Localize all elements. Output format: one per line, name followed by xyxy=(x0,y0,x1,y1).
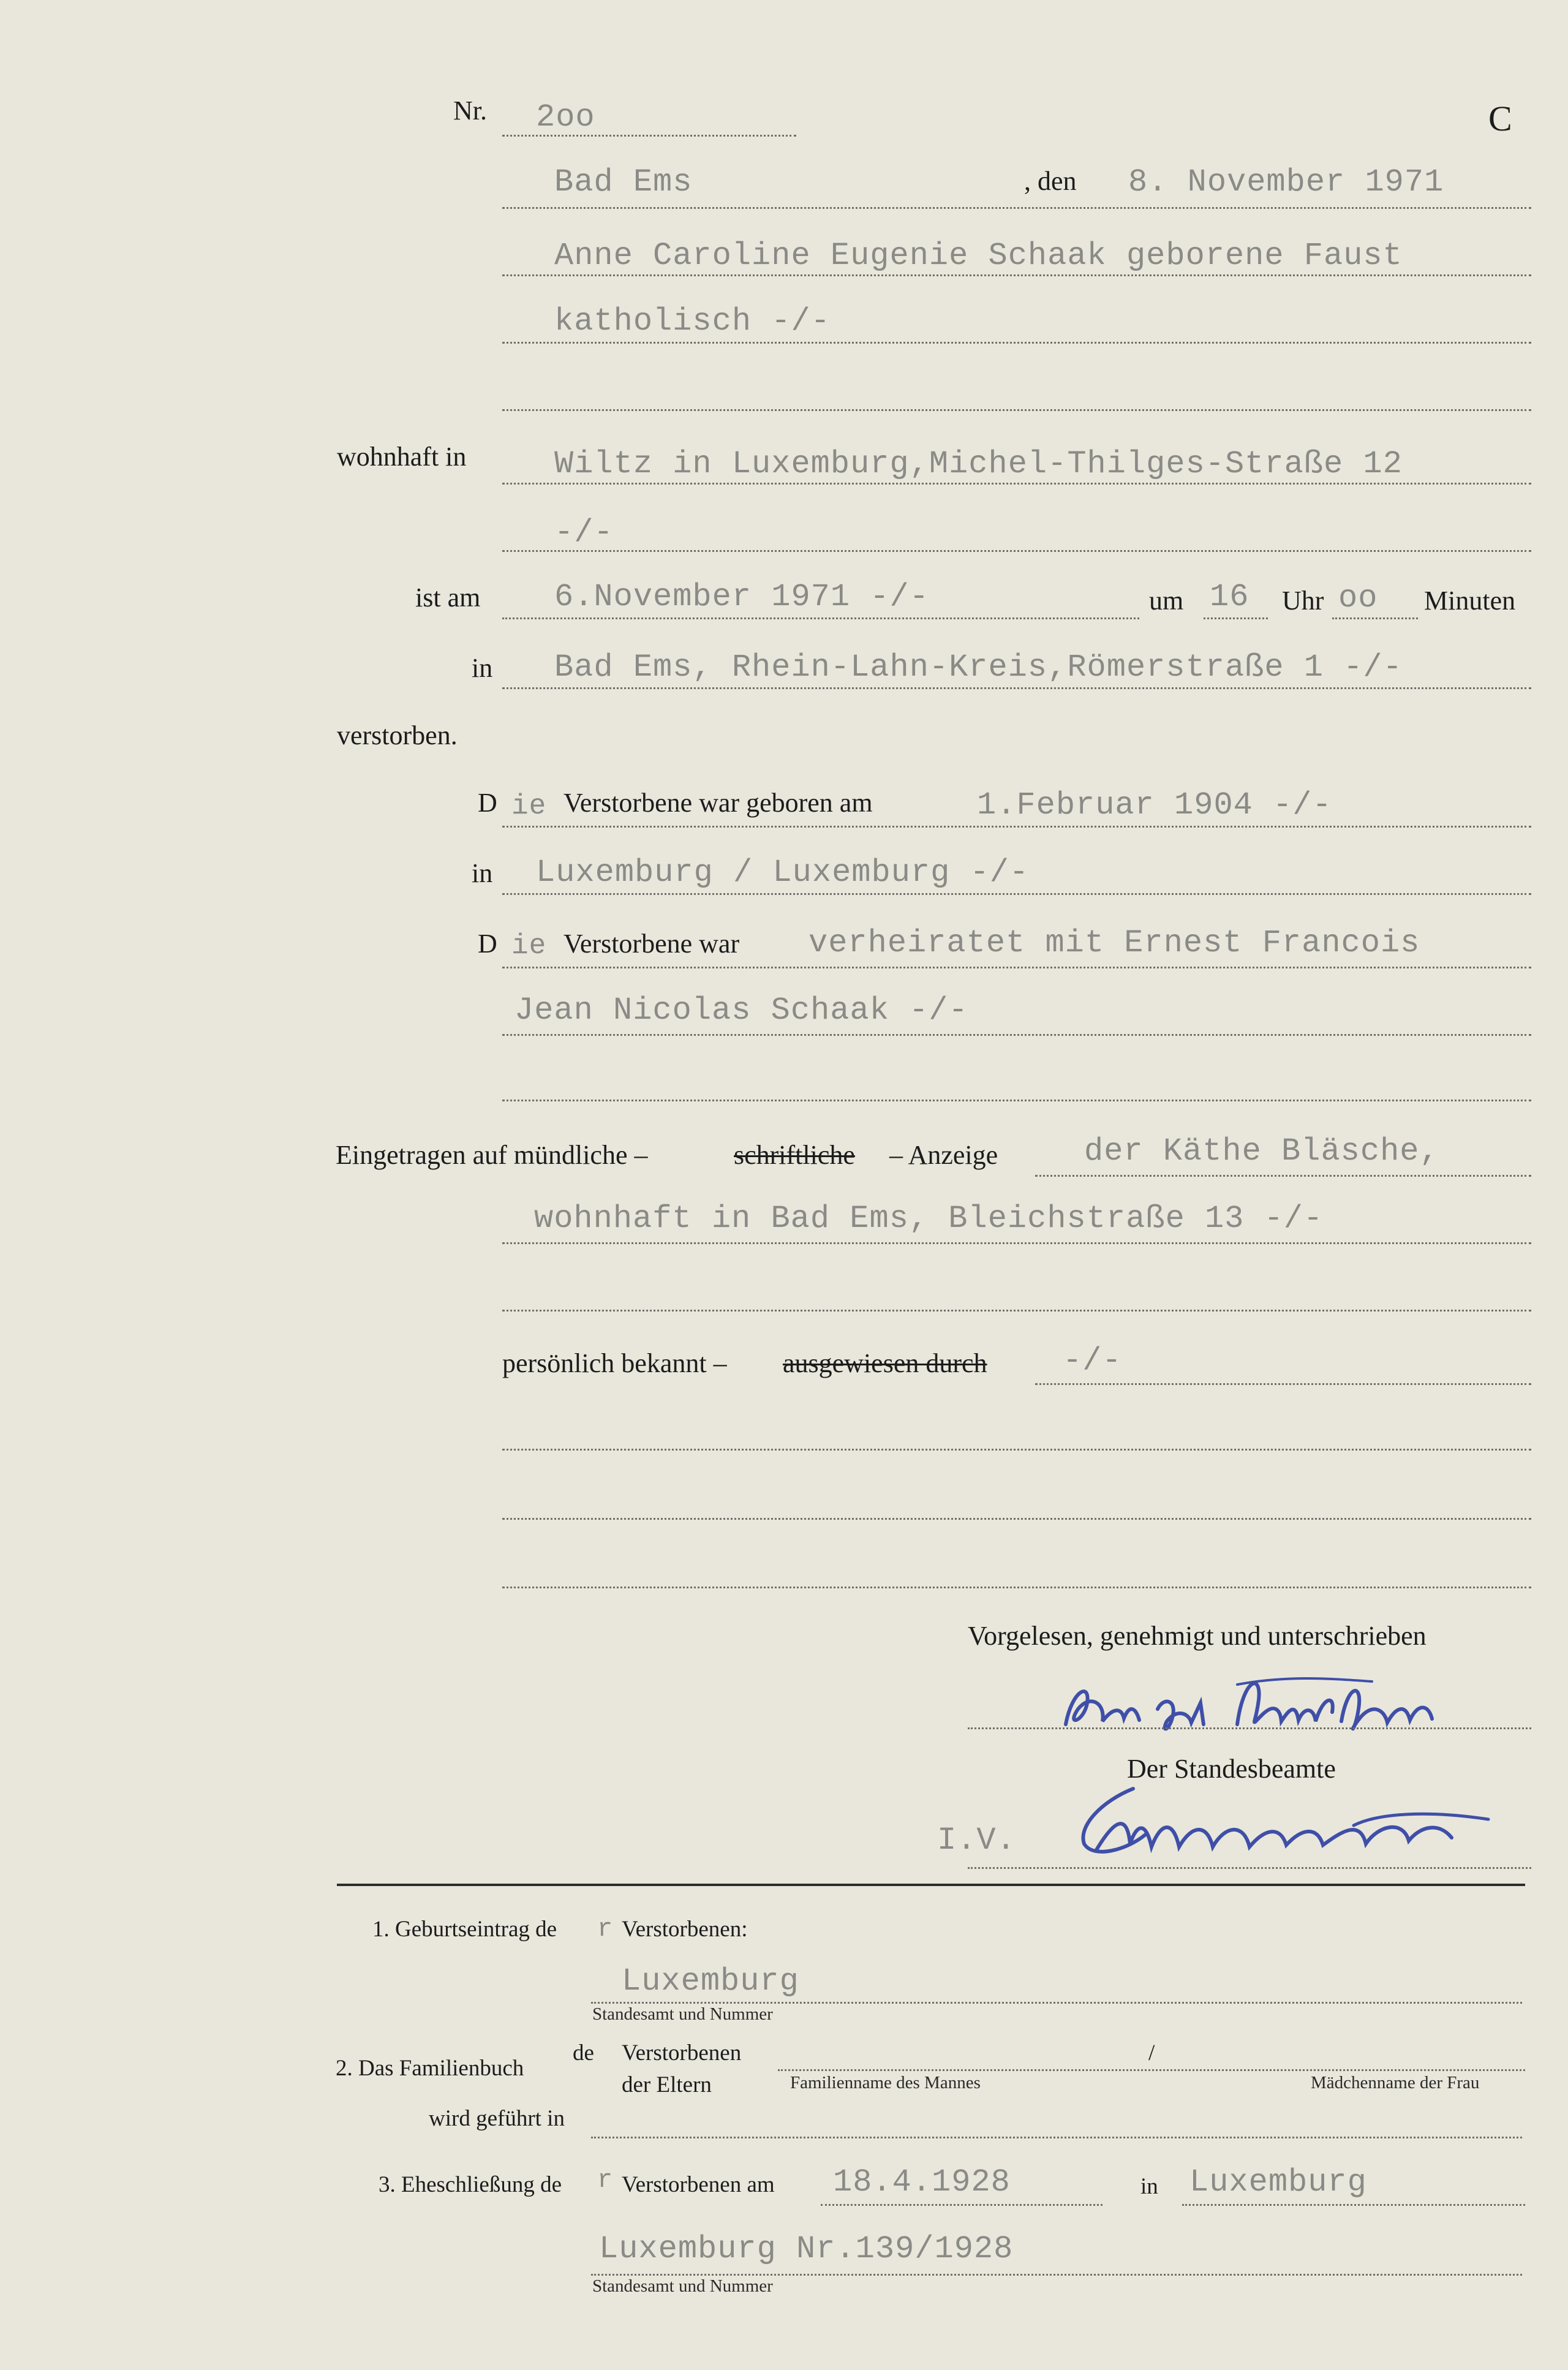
uhr-label: Uhr xyxy=(1282,586,1324,616)
read-approved-text: Vorgelesen, genehmigt und unterschrieben xyxy=(968,1621,1427,1651)
death-date: 6.November 1971 -/- xyxy=(554,579,929,615)
birth-in-label: in xyxy=(472,858,493,888)
known-value: -/- xyxy=(1063,1343,1122,1379)
hour-line xyxy=(1204,617,1268,619)
blank-line-3 xyxy=(502,1310,1531,1311)
note1-ending: r xyxy=(597,1914,614,1944)
known-label-a: persönlich bekannt – xyxy=(502,1348,727,1378)
registrar-signature-line xyxy=(968,1867,1531,1869)
note3-place: Luxemburg xyxy=(1189,2164,1367,2200)
note3-date: 18.4.1928 xyxy=(833,2164,1011,2200)
death-in-label: in xyxy=(472,653,493,683)
religion-value: katholisch -/- xyxy=(554,303,831,339)
name-line xyxy=(502,274,1531,276)
birth-place-line xyxy=(502,893,1531,895)
death-minutes: oo xyxy=(1338,580,1378,616)
note2-name-line xyxy=(778,2069,1525,2071)
birth-prefix: D xyxy=(478,788,497,818)
residence-line2: -/- xyxy=(554,515,614,551)
note2-de: de xyxy=(573,2040,594,2066)
informant-line2: wohnhaft in Bad Ems, Bleichstraße 13 -/- xyxy=(534,1201,1324,1237)
note3-caption: Standesamt und Nummer xyxy=(592,2276,773,2296)
registrar-label: Der Standesbeamte xyxy=(1127,1754,1336,1784)
note3-label-b: Verstorbenen am xyxy=(622,2172,775,2197)
marriage-line2: Jean Nicolas Schaak -/- xyxy=(514,992,968,1028)
section-separator xyxy=(337,1884,1525,1886)
informant-line-2 xyxy=(502,1242,1531,1244)
nr-label: Nr. xyxy=(453,96,487,126)
marriage-ending: ie xyxy=(511,930,547,962)
um-label: um xyxy=(1149,586,1184,616)
note3-label: 3. Eheschließung de xyxy=(379,2172,562,2197)
registrar-signature xyxy=(1060,1776,1537,1874)
note2-caption-wife: Mädchenname der Frau xyxy=(1311,2073,1480,2093)
blank-line-4 xyxy=(502,1449,1531,1451)
note2-label: 2. Das Familienbuch xyxy=(336,2056,524,2081)
note1-label: 1. Geburtseintrag de xyxy=(372,1917,557,1942)
note2-caption-husband: Familienname des Mannes xyxy=(790,2073,981,2093)
iv-label: I.V. xyxy=(937,1822,1016,1859)
note3-in: in xyxy=(1140,2174,1158,2199)
nr-value: 2oo xyxy=(536,99,595,135)
marriage-label: Verstorbene war xyxy=(564,929,740,959)
note1-caption: Standesamt und Nummer xyxy=(592,2004,773,2024)
section-letter: C xyxy=(1488,99,1512,138)
note3-value: Luxemburg Nr.139/1928 xyxy=(599,2231,1014,2267)
known-label-struck: ausgewiesen durch xyxy=(783,1348,987,1378)
blank-line-6 xyxy=(502,1587,1531,1588)
note2-line xyxy=(591,2137,1522,2138)
religion-line xyxy=(502,342,1531,344)
note1-value: Luxemburg xyxy=(622,1963,799,1999)
note2-slash: / xyxy=(1148,2040,1155,2066)
marriage-prefix: D xyxy=(478,929,497,959)
note2-option-deceased: Verstorbenen xyxy=(622,2040,742,2066)
den-label: , den xyxy=(1024,166,1077,196)
death-hour: 16 xyxy=(1210,579,1250,615)
blank-line-5 xyxy=(502,1518,1531,1520)
place-value: Bad Ems xyxy=(554,164,693,200)
registration-label-a: Eingetragen auf mündliche – xyxy=(336,1140,648,1170)
note1-line xyxy=(591,2002,1522,2004)
registration-label-b: – Anzeige xyxy=(889,1140,998,1170)
minuten-label: Minuten xyxy=(1424,586,1516,616)
informant-signature xyxy=(1054,1666,1531,1746)
informant-signature-line xyxy=(968,1727,1531,1729)
note3-place-line xyxy=(1182,2204,1525,2206)
note1-label-b: Verstorbenen: xyxy=(622,1917,748,1942)
birth-date: 1.Februar 1904 -/- xyxy=(977,787,1332,823)
deceased-name: Anne Caroline Eugenie Schaak geborene Faust xyxy=(554,238,1403,274)
registration-label-struck: schriftliche xyxy=(734,1140,855,1170)
residence-line-2 xyxy=(502,550,1531,552)
nr-line xyxy=(502,135,796,137)
residence-line-1 xyxy=(502,483,1531,485)
note2-label-b: wird geführt in xyxy=(429,2106,565,2131)
death-place-line xyxy=(502,687,1531,689)
place-date-line xyxy=(502,207,1531,209)
death-date-line xyxy=(502,617,1139,619)
note3-date-line xyxy=(821,2204,1102,2206)
wohnhaft-label: wohnhaft in xyxy=(337,442,467,472)
note2-option-parents: der Eltern xyxy=(622,2072,712,2097)
residence-line1: Wiltz in Luxemburg,Michel-Thilges-Straße 12 xyxy=(554,446,1403,482)
marriage-line1: verheiratet mit Ernest Francois xyxy=(809,925,1420,961)
birth-label: Verstorbene war geboren am xyxy=(564,788,873,818)
note3-line xyxy=(591,2274,1522,2276)
informant-line1: der Käthe Bläsche, xyxy=(1084,1133,1439,1169)
blank-line-2 xyxy=(502,1100,1531,1101)
informant-line-1 xyxy=(1035,1175,1531,1177)
minutes-line xyxy=(1332,617,1418,619)
note3-ending: r xyxy=(597,2165,614,2195)
date-value: 8. November 1971 xyxy=(1128,164,1444,200)
birth-ending: ie xyxy=(511,790,547,822)
birth-place: Luxemburg / Luxemburg -/- xyxy=(536,855,1030,891)
birth-date-line xyxy=(502,826,1531,828)
blank-line-1 xyxy=(502,409,1531,411)
verstorben-label: verstorben. xyxy=(337,720,458,750)
death-place: Bad Ems, Rhein-Lahn-Kreis,Römerstraße 1 -/- xyxy=(554,649,1403,685)
ist-am-label: ist am xyxy=(415,583,481,613)
marriage-line-2 xyxy=(502,1034,1531,1036)
known-line xyxy=(1035,1383,1531,1385)
marriage-line-1 xyxy=(502,967,1531,968)
